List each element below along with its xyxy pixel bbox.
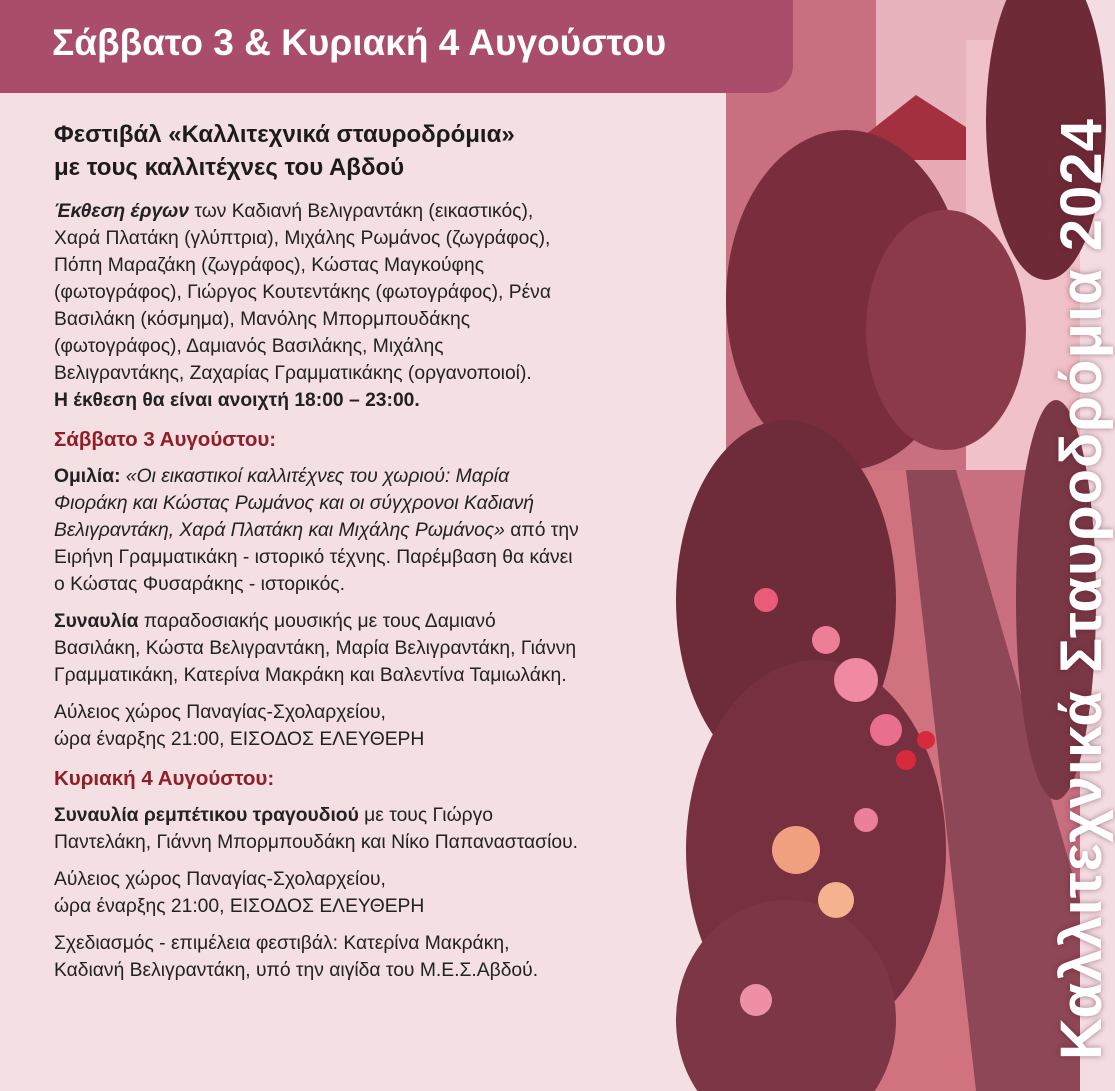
exhibition-paragraph (54, 198, 714, 414)
sunday-heading: Κυριακή 4 Αυγούστου: (54, 767, 275, 790)
venue-text: Αύλειος χώρος Παναγίας-Σχολαρχείου, (54, 869, 386, 890)
talk-paragraph (54, 463, 714, 598)
banner-text: Σάββατο 3 & Κυριακή 4 Αυγούστου (52, 22, 667, 63)
headline-line-1: Φεστιβάλ «Καλλιτεχνικά σταυροδρόμια» (54, 121, 515, 148)
concert-line: με τους Γιώργο (358, 805, 493, 826)
exhibition-line: (φωτογράφος), Δαμιανός Βασιλάκης, Μιχάλης (54, 336, 444, 357)
concert-line: Παντελάκη, Γιάννη Μπορμπουδάκη και Νίκο Παπαναστασίου. (54, 832, 578, 853)
saturday-heading: Σάββατο 3 Αυγούστου: (54, 428, 277, 451)
exhibition-lead: Έκθεση έργων (54, 201, 189, 222)
talk-rest: ο Κώστας Φυσαράκης - ιστορικός. (54, 574, 345, 595)
talk-line: Βελιγραντάκη, Χαρά Πλατάκη και Μιχάλης Ρωμάνος» (54, 520, 505, 541)
credits-line: Σχεδιασμός - επιμέλεια φεστιβάλ: Κατερίνα Μακράκη, (54, 933, 510, 954)
concert-lead: Συναυλία (54, 611, 139, 632)
date-banner (0, 0, 793, 93)
time-text: ώρα έναρξης 21:00, ΕΙΣΟΔΟΣ ΕΛΕΥΘΕΡΗ (54, 729, 425, 750)
sunday-venue (54, 866, 714, 920)
exhibition-hours: Η έκθεση θα είναι ανοιχτή 18:00 – 23:00. (54, 390, 420, 411)
talk-rest: Ειρήνη Γραμματικάκη - ιστορικό τέχνης. Παρέμβαση θα κάνει (54, 547, 573, 568)
exhibition-line: των Καδιανή Βελιγραντάκη (εικαστικός), (189, 201, 534, 222)
concert-line: Βασιλάκη, Κώστα Βελιγραντάκη, Μαρία Βελιγραντάκη, Γιάννη (54, 638, 577, 659)
venue-text: Αύλειος χώρος Παναγίας-Σχολαρχείου, (54, 702, 386, 723)
talk-line: «Οι εικαστικοί καλλιτέχνες του χωριού: Μαρία (120, 466, 510, 487)
village-alley-photo (726, 0, 1080, 1091)
talk-lead: Ομιλία: (54, 466, 121, 487)
concert-line: Γραμματικάκη, Κατερίνα Μακράκη και Βαλεντίνα Ταμιωλάκη. (54, 665, 567, 686)
sunday-concert-paragraph (54, 802, 714, 856)
credits (54, 930, 714, 984)
credits-line: Καδιανή Βελιγραντάκη, υπό την αιγίδα του Μ.Ε.Σ.Αβδού. (54, 960, 539, 981)
saturday-concert-paragraph (54, 608, 714, 689)
concert-line: παραδοσιακής μουσικής με τους Δαμιανό (138, 611, 496, 632)
rebetiko-lead: Συναυλία ρεμπέτικου τραγουδιού (54, 805, 359, 826)
page-title (54, 118, 714, 184)
talk-rest: από την (504, 520, 579, 541)
exhibition-line: Πόπη Μαραζάκη (ζωγράφος), Κώστας Μαγκούφης (54, 255, 485, 276)
exhibition-line: Βασιλάκη (κόσμημα), Μανόλης Μπορμπουδάκης (54, 309, 471, 330)
exhibition-line: Χαρά Πλατάκη (γλύπτρια), Μιχάλης Ρωμάνος (ζωγράφος), (54, 228, 551, 249)
headline-line-2: με τους καλλιτέχνες του Αβδού (54, 154, 405, 181)
event-details (54, 118, 714, 994)
alley-illustration (726, 0, 1080, 1091)
exhibition-line: Βελιγραντάκης, Ζαχαρίας Γραμματικάκης (οργανοποιοί). (54, 363, 532, 384)
exhibition-line: (φωτογράφος), Γιώργος Κουτεντάκης (φωτογράφος), Ρένα (54, 282, 551, 303)
vertical-festival-title: Καλλιτεχνικά Σταυροδρόμια 2024 (1049, 118, 1114, 1060)
saturday-venue (54, 699, 714, 753)
talk-line: Φιοράκη και Κώστας Ρωμάνος και οι σύγχρονοι Καδιανή (54, 493, 534, 514)
time-text: ώρα έναρξης 21:00, ΕΙΣΟΔΟΣ ΕΛΕΥΘΕΡΗ (54, 896, 425, 917)
